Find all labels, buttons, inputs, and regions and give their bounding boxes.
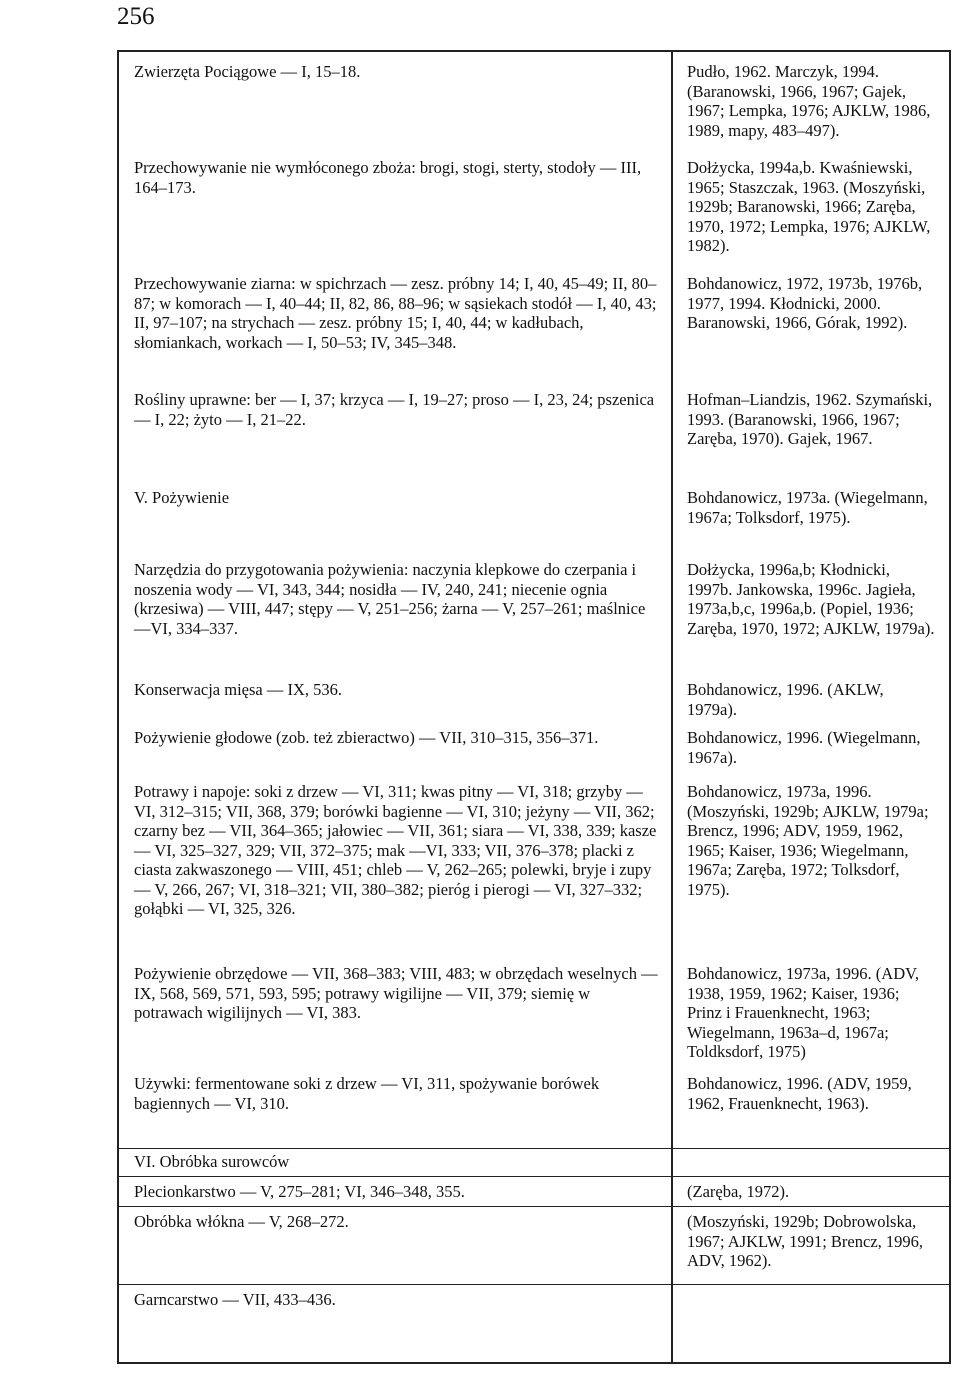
topic-entry: Pożywienie obrzędowe — VII, 368–383; VIII, 483; w obrzędach weselnych — IX, 568, 569, 571, 593, 595; potrawy wigilijne — VII, 379; siemię w potrawach wigilijnych — VI, 383. xyxy=(134,964,658,1022)
topic-entry: Przechowywanie nie wymłóconego zboża: brogi, stogi, sterty, stodoły — III, 164–173. xyxy=(134,158,642,197)
topic-entry: Plecionkarstwo — V, 275–281; VI, 346–348, 355. xyxy=(134,1182,465,1201)
topic-entry: Zwierzęta Pociągowe — I, 15–18. xyxy=(134,62,361,81)
reference-entry: (Zaręba, 1972). xyxy=(687,1182,790,1201)
topic-entry: Konserwacja mięsa — IX, 536. xyxy=(134,680,343,699)
reference-entry: Hofman–Liandzis, 1962. Szymański, 1993. (Baranowski, 1966, 1967; Zaręba, 1970). Gajek, 1967. xyxy=(687,390,933,448)
reference-entry: Bohdanowicz, 1973a. (Wiegelmann, 1967a; Tolksdorf, 1975). xyxy=(687,488,928,527)
topic-entry: Przechowywanie ziarna: w spichrzach — zesz. próbny 14; I, 40, 45–49; II, 80–87; w komorach — I, 40–44; II, 82, 86, 88–96; w sąsiekach stodół — I, 40, 43; II, 97–107; na strychach — zesz. próbny 15; I, 40, 44; w kadłubach, słomiankach, workach — I, 50–53; IV, 345–348. xyxy=(134,274,657,352)
reference-entry: Bohdanowicz, 1996. (ADV, 1959, 1962, Frauenknecht, 1963). xyxy=(687,1074,912,1113)
topic-entry: Pożywienie głodowe (zob. też zbieractwo) — VII, 310–315, 356–371. xyxy=(134,728,599,747)
reference-entry: Pudło, 1962. Marczyk, 1994. (Baranowski, 1966, 1967; Gajek, 1967; Lempka, 1976; AJKLW, 1986, 1989, mapy, 483–497). xyxy=(687,62,931,140)
topic-entry: Używki: fermentowane soki z drzew — VI, 311, spożywanie borówek bagiennych — VI, 310. xyxy=(134,1074,600,1113)
row-separator xyxy=(119,1176,949,1177)
reference-entry: Bohdanowicz, 1972, 1973b, 1976b, 1977, 1994. Kłodnicki, 2000. Baranowski, 1966, Górak, 1992). xyxy=(687,274,923,332)
reference-entry: Bohdanowicz, 1996. (Wiegelmann, 1967a). xyxy=(687,728,921,767)
row-separator xyxy=(119,1148,949,1149)
reference-entry: Bohdanowicz, 1973a, 1996. (ADV, 1938, 1959, 1962; Kaiser, 1936; Prinz i Frauenknecht, 1963; Wiegelmann, 1963a–d, 1967a; Toldksdorf, 1975) xyxy=(687,964,920,1061)
topic-entry: Garncarstwo — VII, 433–436. xyxy=(134,1290,336,1309)
section-heading: V. Pożywienie xyxy=(134,488,230,507)
section-heading: VI. Obróbka surowców xyxy=(134,1152,290,1171)
topic-entry: Narzędzia do przygotowania pożywienia: naczynia klepkowe do czerpania i noszenia wody — VI, 343, 344; nosidła — IV, 240, 241; niecenie ognia (krzesiwa) — VIII, 447; stępy — V, 251–256; żarna — V, 257–261; maślnice —VI, 334–337. xyxy=(134,560,646,638)
reference-entry: Dołżycka, 1996a,b; Kłodnicki, 1997b. Jankowska, 1996c. Jagieła, 1973a,b,c, 1996a,b. (Popiel, 1936; Zaręba, 1970, 1972; AJKLW, 1979a). xyxy=(687,560,935,638)
topic-entry: Obróbka włókna — V, 268–272. xyxy=(134,1212,349,1231)
reference-entry: Bohdanowicz, 1996. (AKLW, 1979a). xyxy=(687,680,884,719)
index-table xyxy=(117,50,951,1364)
reference-entry: Dołżycka, 1994a,b. Kwaśniewski, 1965; Staszczak, 1963. (Moszyński, 1929b; Baranowski, 1966; Zaręba, 1970, 1972; Lempka, 1976; AJKLW, 1982). xyxy=(687,158,931,255)
row-separator xyxy=(119,1284,949,1285)
reference-entry: Bohdanowicz, 1973a, 1996. (Moszyński, 1929b; AJKLW, 1979a; Brencz, 1996; ADV, 1959, 1962, 1965; Kaiser, 1936; Wiegelmann, 1967a; Zaręba, 1972; Tolksdorf, 1975). xyxy=(687,782,929,899)
page-number: 256 xyxy=(117,3,155,30)
row-separator xyxy=(119,1206,949,1207)
reference-entry: (Moszyński, 1929b; Dobrowolska, 1967; AJKLW, 1991; Brencz, 1996, ADV, 1962). xyxy=(687,1212,924,1270)
topic-entry: Potrawy i napoje: soki z drzew — VI, 311; kwas pitny — VI, 318; grzyby — VI, 312–315; VII, 368, 379; borówki bagienne — VI, 310; jeżyny — VII, 362; czarny bez — VII, 364–365; jałowiec — VII, 361; siara — VI, 338, 339; kasze — VI, 325–327, 329; VII, 372–375; mak —VI, 333; VII, 376–378; placki z ciasta zakwaszonego — VIII, 451; chleb — V, 262–265; polewki, bryje i zupy — V, 266, 267; VI, 318–321; VII, 380–382; pieróg i pierogi — VI, 327–332; gołąbki — VI, 325, 326. xyxy=(134,782,657,918)
column-divider xyxy=(671,52,673,1362)
topic-entry: Rośliny uprawne: ber — I, 37; krzyca — I, 19–27; proso — I, 23, 24; pszenica — I, 22; żyto — I, 21–22. xyxy=(134,390,655,429)
